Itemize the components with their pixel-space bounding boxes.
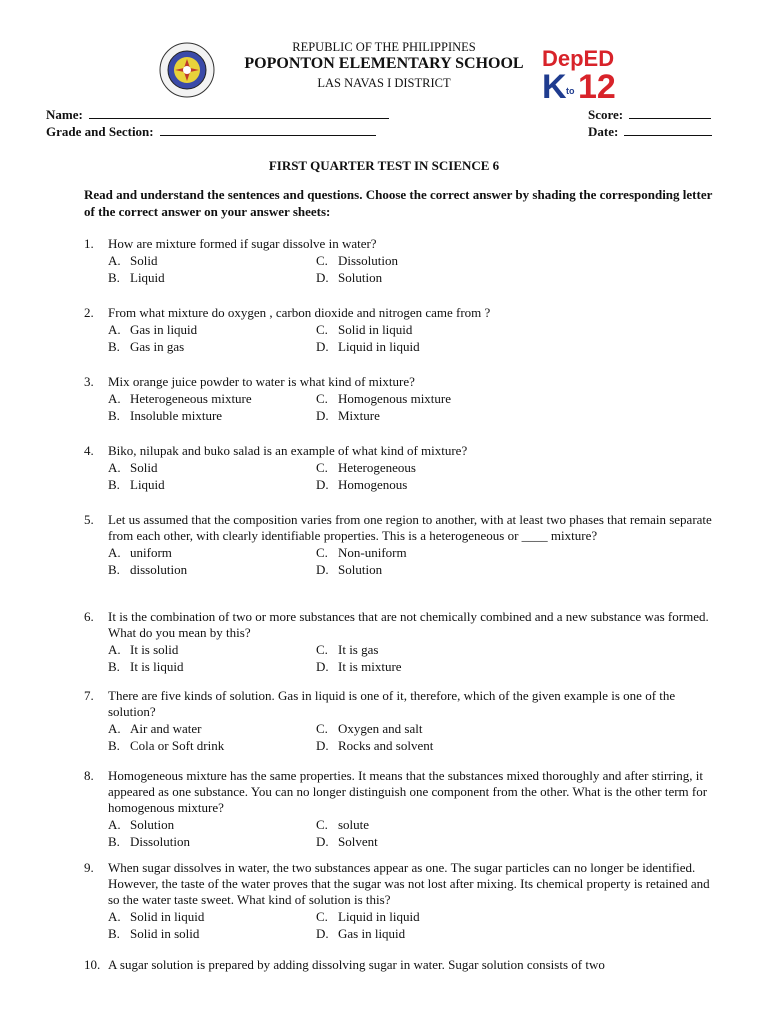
question-text: Biko, nilupak and buko salad is an example of what kind of mixture?	[108, 443, 468, 458]
question-8	[84, 768, 724, 850]
question-number: 8.	[84, 768, 94, 783]
grade-section-blank[interactable]	[160, 124, 376, 136]
option-c[interactable]: C. Non-uniform	[316, 545, 407, 560]
option-c[interactable]: C. Oxygen and salt	[316, 721, 423, 736]
question-number: 4.	[84, 443, 94, 458]
option-a[interactable]: A. Gas in liquid	[108, 322, 198, 337]
question-text: When sugar dissolves in water, the two substances appear as one. The sugar particles can no longer be identified. However, the taste of the water proves that the sugar was not lost after mixing. Its chemical property is retained and so the water taste sweet. What kind of solution is this?	[108, 860, 710, 907]
option-c[interactable]: C. It is gas	[316, 642, 379, 657]
option-a[interactable]: A. Solid	[108, 253, 158, 268]
question-7	[84, 688, 724, 754]
question-text: It is the combination of two or more substances that are not chemically combined and a new substance was formed. What do you mean by this?	[108, 609, 709, 640]
option-d[interactable]: D. Solution	[316, 270, 383, 285]
option-c[interactable]: C. Solid in liquid	[316, 322, 413, 337]
option-c[interactable]: C. Liquid in liquid	[316, 909, 420, 924]
question-1	[84, 236, 724, 286]
question-number: 1.	[84, 236, 94, 251]
score-label: Score:	[588, 107, 624, 122]
svg-text:to: to	[566, 86, 575, 96]
option-d[interactable]: D. Mixture	[316, 408, 380, 423]
question-number: 2.	[84, 305, 94, 320]
question-number: 6.	[84, 609, 94, 624]
question-9	[84, 860, 724, 942]
question-number: 9.	[84, 860, 94, 875]
option-c[interactable]: C. Heterogeneous	[316, 460, 416, 475]
option-a[interactable]: A. Solid	[108, 460, 158, 475]
score-field[interactable]	[588, 107, 711, 123]
option-a[interactable]: A. Solid in liquid	[108, 909, 205, 924]
option-b[interactable]: B. It is liquid	[108, 659, 184, 674]
question-10	[84, 957, 724, 973]
option-d[interactable]: D. Solvent	[316, 834, 378, 849]
option-d[interactable]: D. Homogenous	[316, 477, 408, 492]
option-d[interactable]: D. Liquid in liquid	[316, 339, 420, 354]
date-blank[interactable]	[624, 124, 712, 136]
option-b[interactable]: B. Solid in solid	[108, 926, 200, 941]
option-b[interactable]: B. Liquid	[108, 270, 165, 285]
option-a[interactable]: A. uniform	[108, 545, 172, 560]
question-number: 5.	[84, 512, 94, 527]
grade-section-label: Grade and Section:	[46, 124, 154, 139]
option-a[interactable]: A. Heterogeneous mixture	[108, 391, 252, 406]
svg-text:DepED: DepED	[542, 46, 615, 71]
question-3	[84, 374, 724, 424]
option-b[interactable]: B. Liquid	[108, 477, 165, 492]
question-text: Homogeneous mixture has the same properties. It means that the substances mixed thoroughly and after stirring, it appeared as one substance. You can no longer distinguish one component from the other. What is the other term for homogenous mixture?	[108, 768, 708, 815]
question-text: From what mixture do oxygen , carbon dioxide and nitrogen came from ?	[108, 305, 491, 320]
option-c[interactable]: C. solute	[316, 817, 370, 832]
question-text: How are mixture formed if sugar dissolve in water?	[108, 236, 377, 251]
option-c[interactable]: C. Dissolution	[316, 253, 398, 268]
question-number: 10.	[84, 957, 101, 972]
grade-section-field[interactable]	[46, 124, 376, 140]
question-number: 7.	[84, 688, 94, 703]
question-text: Let us assumed that the composition varies from one region to another, with at least two phases that remain separate from each other, with clearly identifiable properties. This is a heterogeneous or ____ mixture?	[108, 512, 712, 543]
svg-text:K: K	[542, 68, 567, 100]
option-b[interactable]: B. Gas in gas	[108, 339, 185, 354]
question-text: A sugar solution is prepared by adding dissolving sugar in water. Sugar solution consists of two	[108, 957, 605, 972]
district-name: LAS NAVAS I DISTRICT	[317, 76, 451, 90]
date-label: Date:	[588, 124, 619, 139]
name-field[interactable]	[46, 107, 389, 123]
question-2	[84, 305, 724, 355]
question-5	[84, 512, 724, 578]
question-text: Mix orange juice powder to water is what kind of mixture?	[108, 374, 415, 389]
question-text: There are five kinds of solution. Gas in liquid is one of it, therefore, which of the given example is one of the solution?	[108, 688, 676, 719]
option-d[interactable]: D. Rocks and solvent	[316, 738, 434, 753]
option-d[interactable]: D. Gas in liquid	[316, 926, 406, 941]
date-field[interactable]	[588, 124, 712, 140]
deped-k12-logo	[540, 44, 620, 100]
option-d[interactable]: D. Solution	[316, 562, 383, 577]
name-blank[interactable]	[89, 107, 389, 119]
score-blank[interactable]	[629, 107, 711, 119]
question-number: 3.	[84, 374, 94, 389]
instructions: Read and understand the sentences and questions. Choose the correct answer by shading the corresponding letter of the correct answer on your answer sheets:	[84, 187, 713, 219]
test-title: FIRST QUARTER TEST IN SCIENCE 6	[268, 158, 500, 173]
option-b[interactable]: B. dissolution	[108, 562, 188, 577]
option-a[interactable]: A. Air and water	[108, 721, 202, 736]
question-6	[84, 609, 724, 675]
name-label: Name:	[46, 107, 83, 122]
option-b[interactable]: B. Insoluble mixture	[108, 408, 223, 423]
republic-heading: REPUBLIC OF THE PHILIPPINES	[292, 40, 476, 54]
option-a[interactable]: A. It is solid	[108, 642, 179, 657]
question-4	[84, 443, 724, 493]
svg-text:12: 12	[578, 68, 616, 100]
option-c[interactable]: C. Homogenous mixture	[316, 391, 452, 406]
option-a[interactable]: A. Solution	[108, 817, 175, 832]
option-b[interactable]: B. Cola or Soft drink	[108, 738, 225, 753]
option-b[interactable]: B. Dissolution	[108, 834, 190, 849]
option-d[interactable]: D. It is mixture	[316, 659, 402, 674]
school-name: POPONTON ELEMENTARY SCHOOL	[244, 55, 524, 72]
